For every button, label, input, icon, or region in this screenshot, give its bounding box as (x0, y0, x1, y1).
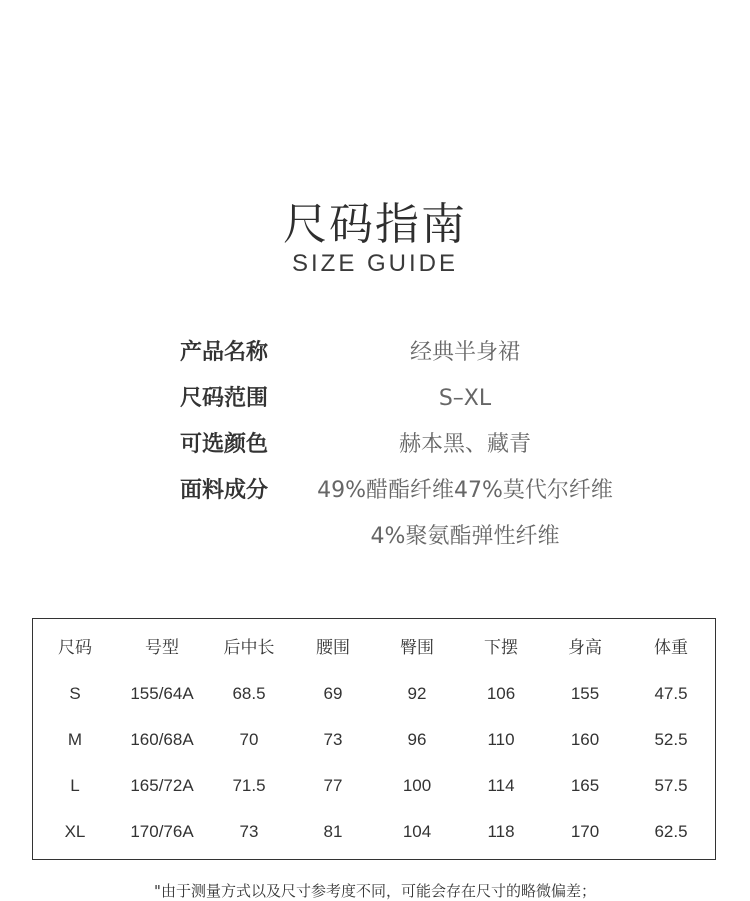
table-cell: L (70, 776, 80, 795)
info-row-fabric-cont (0, 514, 750, 560)
table-cell: XL (64, 822, 86, 841)
info-label: 可选颜色 (180, 432, 269, 457)
table-cell: 77 (323, 776, 343, 795)
table-cell: 68.5 (232, 684, 266, 703)
table-cell: 71.5 (232, 776, 266, 795)
table-cell: 160 (570, 730, 600, 749)
table-row (33, 671, 715, 717)
info-row-size-range (0, 376, 750, 422)
table-header-cell: 下摆 (484, 638, 518, 657)
table-header-row (33, 625, 715, 671)
table-row (33, 809, 715, 855)
table-cell: 104 (402, 822, 432, 841)
table-cell: 160/68A (130, 730, 194, 749)
table-cell: 155/64A (130, 684, 194, 703)
table-cell: 73 (323, 730, 343, 749)
table-header-cell: 腰围 (316, 638, 350, 657)
table-header-cell: 号型 (145, 638, 179, 657)
table-cell: 100 (402, 776, 432, 795)
info-row-name (0, 330, 750, 376)
table-cell: 81 (323, 822, 343, 841)
table-cell: 73 (239, 822, 259, 841)
table-header-cell: 体重 (654, 638, 688, 657)
info-value: 赫本黑、藏青 (398, 432, 531, 457)
table-cell: 118 (487, 822, 515, 841)
info-row-colors (0, 422, 750, 468)
info-label: 尺码范围 (180, 386, 269, 411)
info-value: 49%醋酯纤维47%莫代尔纤维 (317, 478, 613, 503)
info-row-fabric (0, 468, 750, 514)
info-value: 4%聚氨酯弹性纤维 (370, 524, 560, 549)
table-row (33, 763, 715, 809)
table-cell: S (69, 684, 81, 703)
table-cell: 57.5 (654, 776, 688, 795)
table-cell: 165 (570, 776, 600, 795)
page-subtitle: SIZE GUIDE (291, 250, 459, 277)
table-cell: M (67, 730, 83, 749)
table-cell: 96 (407, 730, 427, 749)
table-cell: 110 (487, 730, 515, 749)
table-cell: 170/76A (130, 822, 194, 841)
table-header-cell: 尺码 (58, 638, 92, 657)
info-label: 产品名称 (180, 340, 269, 365)
table-cell: 114 (487, 776, 515, 795)
table-row (33, 717, 715, 763)
table-cell: 70 (239, 730, 259, 749)
table-cell: 69 (323, 684, 343, 703)
size-table (32, 618, 716, 860)
table-cell: 106 (486, 684, 516, 703)
table-cell: 62.5 (654, 822, 688, 841)
table-cell: 165/72A (130, 776, 194, 795)
page-title: 尺码指南 (283, 199, 467, 250)
table-header-cell: 后中长 (223, 638, 275, 657)
table-cell: 52.5 (654, 730, 688, 749)
info-value: 经典半身裙 (409, 340, 520, 365)
info-value: S–XL (438, 386, 492, 411)
table-cell: 155 (570, 684, 600, 703)
measurement-footnote: "由于测量方式以及尺寸参考度不同，可能会存在尺寸的略微偏差； (154, 882, 596, 900)
table-cell: 47.5 (654, 684, 688, 703)
table-cell: 92 (407, 684, 427, 703)
table-header-cell: 臀围 (400, 638, 434, 657)
table-header-cell: 身高 (568, 638, 602, 657)
table-cell: 170 (570, 822, 600, 841)
info-label: 面料成分 (180, 478, 269, 503)
